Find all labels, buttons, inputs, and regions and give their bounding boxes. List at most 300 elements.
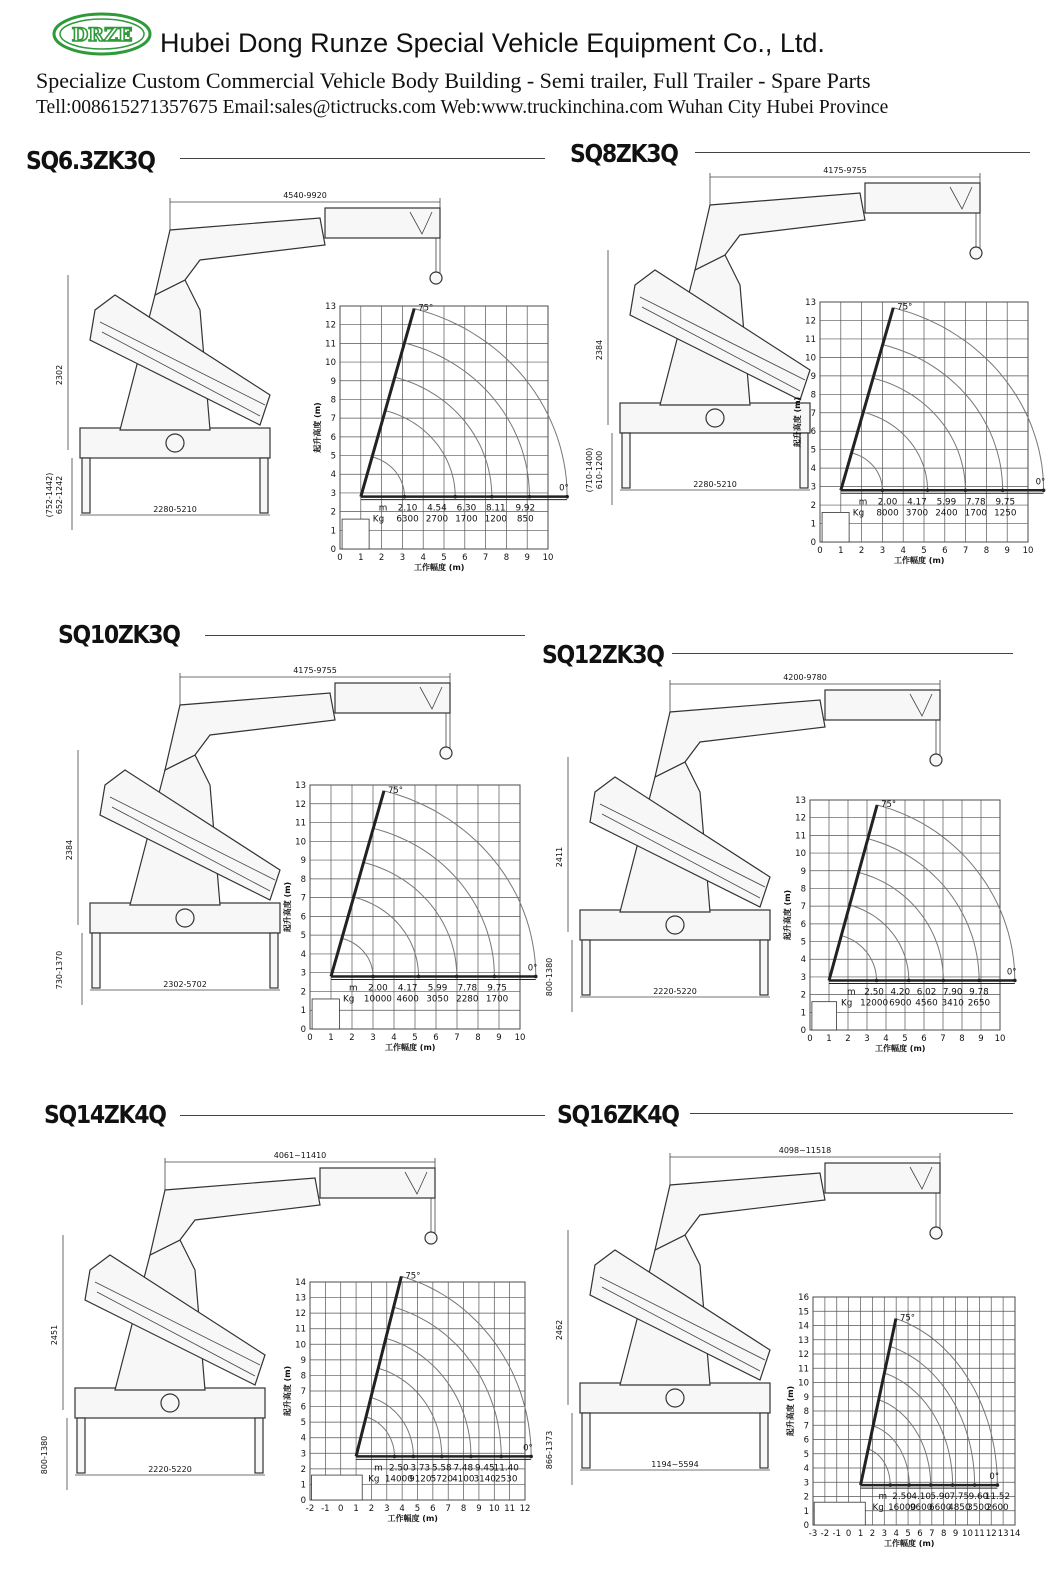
x-tick-label: 4 <box>893 1529 899 1539</box>
radius-value: 4.54 <box>427 503 447 514</box>
y-tick-label: 2 <box>800 990 806 1001</box>
boom-section-point <box>888 1483 892 1487</box>
x-tick-label: 5 <box>921 546 927 556</box>
y-tick-label: 11 <box>295 818 306 829</box>
outrigger-width-label: 2280-5210 <box>153 505 197 514</box>
y-tick-label: 8 <box>810 390 816 401</box>
x-tick-label: 8 <box>983 546 990 556</box>
x-tick-label: -1 <box>321 1504 330 1514</box>
y-axis-label: 起升高度 (m) <box>313 402 322 453</box>
y-tick-label: 6 <box>330 432 336 443</box>
load-value: 3700 <box>905 508 929 519</box>
x-tick-label: 10 <box>962 1529 973 1539</box>
y-tick-label: 16 <box>798 1293 809 1303</box>
x-axis-label: 工作幅度 (m) <box>894 556 945 565</box>
y-tick-label: 3 <box>300 1449 306 1460</box>
y-tick-label: 1 <box>803 1506 809 1517</box>
y-tick-label: 11 <box>795 831 806 842</box>
x-tick-label: 7 <box>445 1504 451 1514</box>
angle-0-label: 0° <box>1006 967 1017 978</box>
y-tick-label: 0 <box>810 538 816 548</box>
y-tick-label: 10 <box>325 358 336 369</box>
svg-text:DRZE: DRZE <box>71 24 133 46</box>
x-tick-label: 2 <box>869 1529 876 1539</box>
boom-section-point <box>996 1483 1000 1487</box>
y-tick-label: 13 <box>795 796 806 806</box>
y-tick-label: 15 <box>798 1307 809 1318</box>
y-tick-label: 5 <box>810 445 816 456</box>
table-m-label: m <box>378 503 388 514</box>
angle-75-label: 75° <box>899 1313 916 1324</box>
y-tick-label: 7 <box>330 414 336 425</box>
y-tick-label: 1 <box>800 1008 806 1019</box>
radius-value: 9.78 <box>969 987 989 998</box>
radius-value: 5.58 <box>431 1463 452 1474</box>
radius-value: 2.50 <box>892 1492 912 1503</box>
boom-section-point <box>973 1483 977 1487</box>
x-tick-label: 0 <box>807 1034 813 1044</box>
y-tick-label: 7 <box>803 1421 809 1432</box>
table-kg-label: Kg <box>368 1474 380 1485</box>
telescopic-boom <box>825 1163 940 1193</box>
outrigger-width-label: 2302-5702 <box>163 980 207 989</box>
x-tick-label: 8 <box>475 1033 481 1043</box>
outrigger-width-label: 1194~5594 <box>651 1460 699 1469</box>
x-tick-label: 9 <box>952 1529 959 1539</box>
outrigger-height-label: (710-1400) <box>585 447 594 493</box>
radius-value: 2.00 <box>877 497 898 508</box>
x-axis-label: 工作幅度 (m) <box>387 1514 438 1523</box>
x-tick-label: 7 <box>962 546 969 556</box>
load-value: 3050 <box>426 994 449 1005</box>
boom-section-point <box>907 1483 911 1487</box>
model-title: SQ16ZK4Q <box>557 1100 679 1129</box>
table-m-label: m <box>374 1463 383 1474</box>
x-tick-label: 1 <box>857 1529 864 1539</box>
y-tick-label: 4 <box>300 1433 306 1444</box>
angle-75-label: 75° <box>897 302 913 313</box>
x-tick-label: 9 <box>978 1034 984 1044</box>
y-tick-label: 5 <box>330 451 336 462</box>
x-tick-label: 1 <box>328 1033 334 1043</box>
y-tick-label: 10 <box>805 353 816 364</box>
x-tick-label: 12 <box>519 1504 531 1514</box>
y-tick-label: 13 <box>798 1335 809 1346</box>
x-tick-label: 10 <box>488 1504 500 1514</box>
x-tick-label: 8 <box>503 553 510 563</box>
table-m-label: m <box>878 1492 888 1503</box>
y-tick-label: 2 <box>300 987 306 998</box>
x-tick-label: 5 <box>441 553 447 563</box>
height-dim-label: 2302 <box>55 364 64 386</box>
x-tick-label: 6 <box>921 1034 927 1044</box>
outrigger-leg <box>760 1413 768 1468</box>
y-tick-label: 3 <box>300 968 306 979</box>
x-tick-label: 3 <box>384 1504 390 1514</box>
x-axis-label: 工作幅度 (m) <box>875 1044 926 1053</box>
x-tick-label: 4 <box>900 546 906 556</box>
y-tick-label: 9 <box>803 1392 809 1403</box>
load-value: 1200 <box>484 514 508 525</box>
y-tick-label: 3 <box>800 972 806 983</box>
x-tick-label: 9 <box>496 1033 502 1043</box>
y-tick-label: 13 <box>295 781 306 791</box>
x-tick-label: 4 <box>399 1504 405 1514</box>
outrigger-height-label: 800-1380 <box>545 957 554 997</box>
angle-75-label: 75° <box>881 799 897 810</box>
load-value: 9600 <box>909 1503 933 1514</box>
angle-75-label: 75° <box>405 1271 421 1282</box>
height-dim-label: 2384 <box>65 839 74 861</box>
radius-value: 11.52 <box>984 1492 1011 1503</box>
y-tick-label: 13 <box>295 1293 306 1304</box>
height-dim-label: 2384 <box>595 339 604 361</box>
x-tick-label: 10 <box>542 553 554 563</box>
outrigger-height-label: 610-1200 <box>595 450 604 490</box>
x-tick-label: 10 <box>514 1033 526 1043</box>
y-tick-label: 13 <box>325 302 336 312</box>
model-title: SQ10ZK3Q <box>58 620 180 649</box>
y-tick-label: 2 <box>330 507 336 518</box>
load-value: 3500 <box>967 1503 990 1514</box>
y-tick-label: 7 <box>810 408 816 419</box>
radius-value: 7.48 <box>453 1463 474 1474</box>
x-axis-label: 工作幅度 (m) <box>414 563 465 572</box>
load-value: 2600 <box>986 1503 1009 1514</box>
x-tick-label: 2 <box>858 546 865 556</box>
x-tick-label: 5 <box>414 1504 421 1514</box>
y-tick-label: 7 <box>300 893 306 904</box>
load-value: 4100 <box>452 1474 475 1485</box>
y-axis-label: 起升高度 (m) <box>783 889 792 941</box>
angle-0-label: 0° <box>989 1472 1000 1483</box>
x-tick-label: 2 <box>845 1034 851 1044</box>
height-dim-label: 2451 <box>50 1324 59 1346</box>
radius-value: 6.30 <box>456 503 477 514</box>
y-tick-label: 6 <box>810 427 816 438</box>
radius-value: 2.50 <box>864 987 884 998</box>
y-tick-label: 7 <box>800 902 806 913</box>
outrigger-width-label: 2220-5220 <box>148 1465 192 1474</box>
boom-section-point <box>929 1483 933 1487</box>
x-tick-label: 7 <box>940 1034 946 1044</box>
y-tick-label: 5 <box>300 1418 306 1429</box>
x-tick-label: 3 <box>370 1033 376 1043</box>
load-value: 3410 <box>941 998 964 1009</box>
radius-value: 9.45 <box>474 1463 495 1474</box>
x-axis-label: 工作幅度 (m) <box>385 1043 436 1052</box>
y-tick-label: 6 <box>300 912 306 923</box>
height-dim-label: 2462 <box>555 1319 564 1341</box>
table-kg-label: Kg <box>372 514 385 525</box>
x-tick-label: 9 <box>1004 546 1010 556</box>
x-axis-label: 工作幅度 (m) <box>884 1539 935 1548</box>
table-kg-label: Kg <box>852 508 865 519</box>
table-m-label: m <box>858 497 868 508</box>
y-axis-label: 起升高度 (m) <box>793 396 802 448</box>
x-tick-label: 6 <box>430 1504 436 1514</box>
load-value: 9120 <box>409 1474 432 1485</box>
x-tick-label: 6 <box>462 553 468 563</box>
x-tick-label: -2 <box>305 1504 315 1514</box>
boom-section-point <box>951 1483 955 1487</box>
model-title: SQ6.3ZK3Q <box>26 146 155 175</box>
y-tick-label: 7 <box>300 1387 306 1397</box>
x-tick-label: 6 <box>942 546 948 556</box>
x-tick-label: 5 <box>902 1034 908 1044</box>
x-tick-label: 4 <box>883 1034 889 1044</box>
radius-value: 6.02 <box>916 987 937 998</box>
radius-value: 8.11 <box>486 503 506 514</box>
y-tick-label: 2 <box>300 1464 306 1475</box>
radius-value: 9.75 <box>487 983 507 994</box>
x-tick-label: 11 <box>973 1529 985 1539</box>
company-contact: Tell:008615271357675 Email:sales@tictrucks.com Web:www.truckinchina.com Wuhan City Hubei Province <box>36 97 889 118</box>
y-tick-label: 4 <box>803 1464 809 1474</box>
load-value: 1700 <box>485 994 509 1005</box>
radius-value: 4.20 <box>890 987 911 998</box>
x-tick-label: 0 <box>307 1033 313 1043</box>
load-value: 2530 <box>495 1474 518 1485</box>
y-tick-label: 8 <box>330 395 336 406</box>
x-tick-label: 2 <box>349 1033 355 1043</box>
y-tick-label: 0 <box>300 1496 306 1506</box>
outrigger-height-label: 866-1373 <box>545 1430 554 1470</box>
y-tick-label: 1 <box>300 1480 306 1491</box>
y-tick-label: 5 <box>300 931 306 942</box>
y-tick-label: 8 <box>300 1371 306 1382</box>
x-tick-label: 8 <box>959 1034 965 1044</box>
height-dim-label: 2411 <box>555 846 564 868</box>
angle-0-label: 0° <box>1035 477 1046 488</box>
y-tick-label: 4 <box>810 464 816 475</box>
y-tick-label: 0 <box>300 1025 306 1035</box>
angle-75-label: 75° <box>418 303 434 314</box>
x-tick-label: 9 <box>524 553 530 563</box>
load-value: 5720 <box>430 1474 453 1485</box>
y-tick-label: 4 <box>800 955 806 966</box>
x-tick-label: -1 <box>832 1529 842 1539</box>
x-tick-label: 9 <box>476 1504 482 1514</box>
radius-value: 9.75 <box>995 497 1016 508</box>
load-value: 2400 <box>935 508 958 519</box>
load-value: 6300 <box>396 514 419 525</box>
x-tick-label: 0 <box>845 1529 852 1539</box>
y-tick-label: 10 <box>295 1340 306 1351</box>
x-tick-label: 4 <box>391 1033 397 1043</box>
x-tick-label: 5 <box>412 1033 418 1043</box>
y-tick-label: 5 <box>800 937 806 948</box>
y-tick-label: 9 <box>810 371 816 382</box>
y-axis-label: 起升高度 (m) <box>786 1385 795 1437</box>
x-tick-label: 14 <box>1009 1529 1021 1539</box>
x-tick-label: 0 <box>817 546 823 556</box>
x-tick-label: 3 <box>879 546 886 556</box>
x-tick-label: 6 <box>433 1033 439 1043</box>
load-value: 2700 <box>425 514 449 525</box>
company-name: Hubei Dong Runze Special Vehicle Equipment Co., Ltd. <box>160 28 825 58</box>
load-value: 16000 <box>888 1503 917 1514</box>
y-tick-label: 3 <box>810 482 816 493</box>
reach-dim-label: 4098~11518 <box>778 1146 832 1155</box>
radius-value: 4.10 <box>911 1492 931 1503</box>
angle-0-label: 0° <box>559 483 569 494</box>
load-value: 2280 <box>456 994 479 1005</box>
table-kg-label: Kg <box>841 998 853 1009</box>
y-tick-label: 12 <box>805 316 816 327</box>
load-value: 12000 <box>860 998 889 1009</box>
radius-value: 7.75 <box>949 1492 970 1503</box>
y-tick-label: 9 <box>800 866 806 877</box>
x-tick-label: -3 <box>808 1529 818 1539</box>
angle-0-label: 0° <box>527 963 538 974</box>
y-tick-label: 1 <box>300 1006 306 1017</box>
y-tick-label: 14 <box>295 1278 306 1288</box>
load-value: 4850 <box>948 1503 971 1514</box>
angle-0-label: 0° <box>523 1443 533 1454</box>
x-tick-label: 1 <box>358 553 364 563</box>
table-kg-label: Kg <box>872 1503 884 1514</box>
x-tick-label: 7 <box>482 553 489 563</box>
y-tick-label: 2 <box>803 1492 809 1503</box>
y-tick-label: 10 <box>798 1378 809 1389</box>
mini-crane-base <box>814 1502 865 1525</box>
angle-75-label: 75° <box>387 785 404 796</box>
y-tick-label: 8 <box>803 1407 809 1417</box>
load-value: 1700 <box>455 514 478 525</box>
x-tick-label: 1 <box>353 1504 359 1514</box>
load-value: 14000 <box>384 1474 413 1485</box>
company-tagline: Specialize Custom Commercial Vehicle Body Building - Semi trailer, Full Trailer - Spare Parts <box>36 68 871 93</box>
y-tick-label: 0 <box>800 1026 806 1036</box>
y-tick-label: 2 <box>810 501 816 512</box>
y-tick-label: 8 <box>300 874 306 885</box>
y-tick-label: 12 <box>325 320 336 331</box>
model-title: SQ14ZK4Q <box>44 1100 166 1129</box>
x-tick-label: 7 <box>929 1529 935 1539</box>
load-value: 2650 <box>967 998 991 1009</box>
y-tick-label: 12 <box>295 799 306 810</box>
x-tick-label: 10 <box>1022 546 1034 556</box>
table-m-label: m <box>847 987 856 998</box>
load-value: 10000 <box>363 994 392 1005</box>
y-tick-label: 3 <box>803 1478 809 1489</box>
outrigger-height-label: 652-1242 <box>55 475 64 515</box>
x-tick-label: 8 <box>460 1504 467 1514</box>
outrigger-width-label: 2220-5220 <box>653 987 697 996</box>
y-tick-label: 9 <box>300 856 306 867</box>
y-tick-label: 11 <box>805 334 816 345</box>
x-tick-label: 8 <box>940 1529 947 1539</box>
load-value: 1700 <box>964 508 988 519</box>
outrigger-leg <box>582 1413 590 1468</box>
radius-value: 9.92 <box>515 503 536 514</box>
load-chart <box>785 1293 1020 1548</box>
x-tick-label: 0 <box>338 1504 344 1514</box>
x-tick-label: 0 <box>337 553 343 563</box>
outrigger-height-label: 730-1370 <box>55 950 64 990</box>
load-value: 6900 <box>889 998 912 1009</box>
radius-value: 2.10 <box>397 503 418 514</box>
x-tick-label: 7 <box>454 1033 460 1043</box>
y-tick-label: 4 <box>330 470 336 481</box>
y-tick-label: 3 <box>330 488 336 499</box>
reach-dim-label: 4175-9755 <box>293 666 337 675</box>
model-title: SQ12ZK3Q <box>542 640 664 669</box>
x-tick-label: 3 <box>864 1034 870 1044</box>
x-tick-label: 2 <box>378 553 385 563</box>
reach-dim-label: 4200-9780 <box>783 673 827 682</box>
y-tick-label: 11 <box>295 1324 306 1335</box>
y-tick-label: 9 <box>330 376 336 387</box>
reach-dim-label: 4061~11410 <box>273 1151 327 1160</box>
reach-dim-label: 4540-9920 <box>283 191 327 200</box>
x-tick-label: 11 <box>504 1504 516 1514</box>
x-tick-label: 1 <box>838 546 844 556</box>
radius-value: 4.17 <box>907 497 927 508</box>
radius-value: 11.40 <box>493 1463 519 1474</box>
x-tick-label: 13 <box>997 1529 1009 1539</box>
radius-value: 7.78 <box>966 497 986 508</box>
y-tick-label: 10 <box>795 849 806 860</box>
y-tick-label: 11 <box>325 339 336 350</box>
radius-value: 5.99 <box>936 497 957 508</box>
load-value: 8000 <box>876 508 899 519</box>
load-value: 3140 <box>473 1474 496 1485</box>
hook-icon <box>930 1227 942 1239</box>
y-tick-label: 12 <box>795 813 806 824</box>
y-tick-label: 12 <box>798 1350 809 1360</box>
radius-value: 2.50 <box>389 1463 409 1474</box>
load-value: 4560 <box>915 998 938 1009</box>
y-tick-label: 8 <box>800 884 806 895</box>
radius-value: 3.73 <box>410 1463 431 1474</box>
table-kg-label: Kg <box>343 994 355 1005</box>
y-tick-label: 4 <box>300 949 306 960</box>
reach-dim-label: 4175-9755 <box>823 166 867 175</box>
y-tick-label: 5 <box>803 1449 809 1460</box>
x-tick-label: 12 <box>985 1529 997 1539</box>
radius-value: 2.00 <box>368 983 388 994</box>
radius-value: 7.78 <box>457 983 478 994</box>
y-tick-label: 11 <box>798 1364 809 1375</box>
x-tick-label: 3 <box>399 553 406 563</box>
y-tick-label: 14 <box>798 1321 809 1332</box>
outrigger-width-label: 2280-5210 <box>693 480 737 489</box>
y-tick-label: 12 <box>295 1309 306 1320</box>
y-tick-label: 13 <box>805 298 816 308</box>
load-value: 4600 <box>396 994 419 1005</box>
y-axis-label: 起升高度 (m) <box>283 1365 292 1417</box>
outrigger-height-label: 800-1380 <box>40 1435 49 1475</box>
radius-value: 7.90 <box>942 987 963 998</box>
radius-value: 4.17 <box>397 983 418 994</box>
y-axis-label: 起升高度 (m) <box>283 881 292 933</box>
x-tick-label: 6 <box>917 1529 923 1539</box>
x-tick-label: 1 <box>826 1034 832 1044</box>
load-value: 850 <box>516 514 534 525</box>
x-tick-label: -2 <box>820 1529 830 1539</box>
load-value: 1250 <box>994 508 1017 519</box>
y-tick-label: 6 <box>300 1402 306 1413</box>
radius-value: 5.99 <box>427 983 448 994</box>
model-title: SQ8ZK3Q <box>570 139 678 168</box>
y-tick-label: 6 <box>803 1435 809 1446</box>
y-tick-label: 10 <box>295 837 306 848</box>
load-value: 6600 <box>929 1503 952 1514</box>
x-tick-label: 5 <box>905 1529 911 1539</box>
outrigger-height-label: (752-1442) <box>45 472 54 518</box>
